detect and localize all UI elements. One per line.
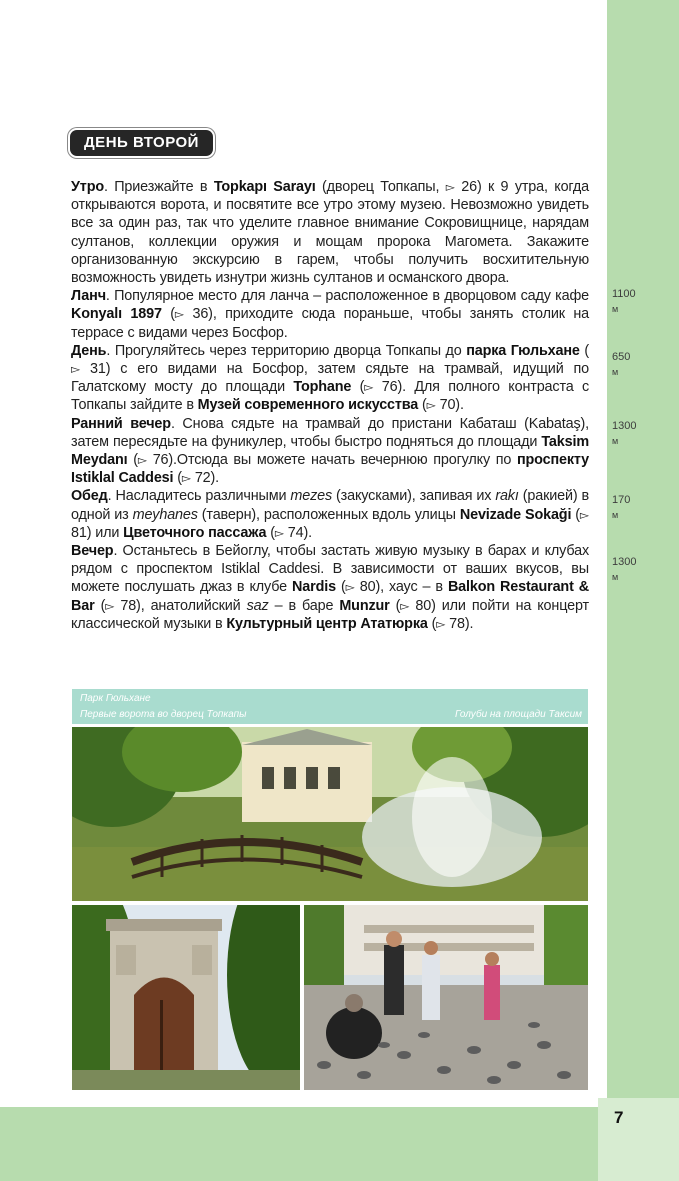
- caption-pigeons: Голуби на площади Таксим: [454, 709, 582, 720]
- photo-topkapi-gate: [72, 905, 300, 1090]
- distance-4: 170 м: [612, 494, 631, 520]
- itinerary-afternoon: День. Прогуляйтесь через территорию дворца Топкапы до парка Гюльхане (▻ 31) с его видами на Босфор, затем сядьте на трамвай, идущий по Галатскому мосту до площади Tophane (▻ 76). Для полного контраста с Топкапы зайдите в Музей современного искусства (▻ 70).: [71, 342, 589, 414]
- caption-park: Парк Гюльхане: [80, 693, 151, 704]
- itinerary-text: [71, 178, 589, 633]
- bottom-band: [0, 1107, 598, 1181]
- photo-gulhane-park: [72, 727, 588, 901]
- caption-box: [72, 689, 588, 724]
- side-margin-strip: [607, 0, 679, 1103]
- itinerary-morning: Утро. Приезжайте в Topkapı Sarayı (дворец Топкапы, ▻ 26) к 9 утра, когда открываются ворота, и посвятите все утро этому музею. Невозможно увидеть все за один раз, так что уделите главное внимание Сокровищнице, нарядам султанов, коллекции оружия и мощам пророка Магомета. Закажите организованную экскурсию в гарем, чтобы получить восхитительную возможность увидеть изнутри жизнь султанов и османского двора.: [71, 179, 589, 287]
- distance-2: 650 м: [612, 351, 631, 377]
- photo-taksim-pigeons: [304, 905, 588, 1090]
- day-badge: ДЕНЬ ВТОРОЙ: [70, 130, 213, 156]
- page-number-box: [598, 1098, 679, 1181]
- itinerary-lunch: Ланч. Популярное место для ланча – расположенное в дворцовом саду кафе Konyalı 1897 (▻ 36), приходите сюда пораньше, чтобы занять столик на террасе с видами через Босфор.: [71, 288, 589, 341]
- itinerary-evening: Вечер. Останьтесь в Бейоглу, чтобы застать живую музыку в барах и клубах рядом с проспектом Istiklal Caddesi. В зависимости от ваших вкусов, вы можете послушать джаз в клубе Nardis (▻ 80), хаус – в Balkon Restaurant & Bar (▻ 78), анатолийский saz – в баре Munzur (▻ 80) или пойти на концерт классической музыки в Культурный центр Ататюрка (▻ 78).: [71, 543, 589, 632]
- itinerary-dinner: Обед. Насладитесь различными mezes (закусками), запивая их rakı (ракией) в одной из meyhanes (таверн), расположенных вдоль улицы Nevizade Sokaği (▻ 81) или Цветочного пассажа (▻ 74).: [71, 488, 590, 541]
- distance-3: 1300 м: [612, 420, 637, 446]
- caption-gate: Первые ворота во дворец Топкапы: [80, 709, 247, 720]
- distance-1: 1100 м: [612, 288, 636, 314]
- itinerary-early-evening: Ранний вечер. Снова сядьте на трамвай до пристани Кабаташ (Kabataş), затем пересядьте на фуникулер, чтобы быстро подняться до площади Taksim Meydanı (▻ 76).Отсюда вы можете начать вечернюю прогулку по проспекту Istiklal Caddesi (▻ 72).: [71, 415, 589, 487]
- distance-5: 1300 м: [612, 556, 637, 582]
- page-number: 7: [614, 1108, 624, 1127]
